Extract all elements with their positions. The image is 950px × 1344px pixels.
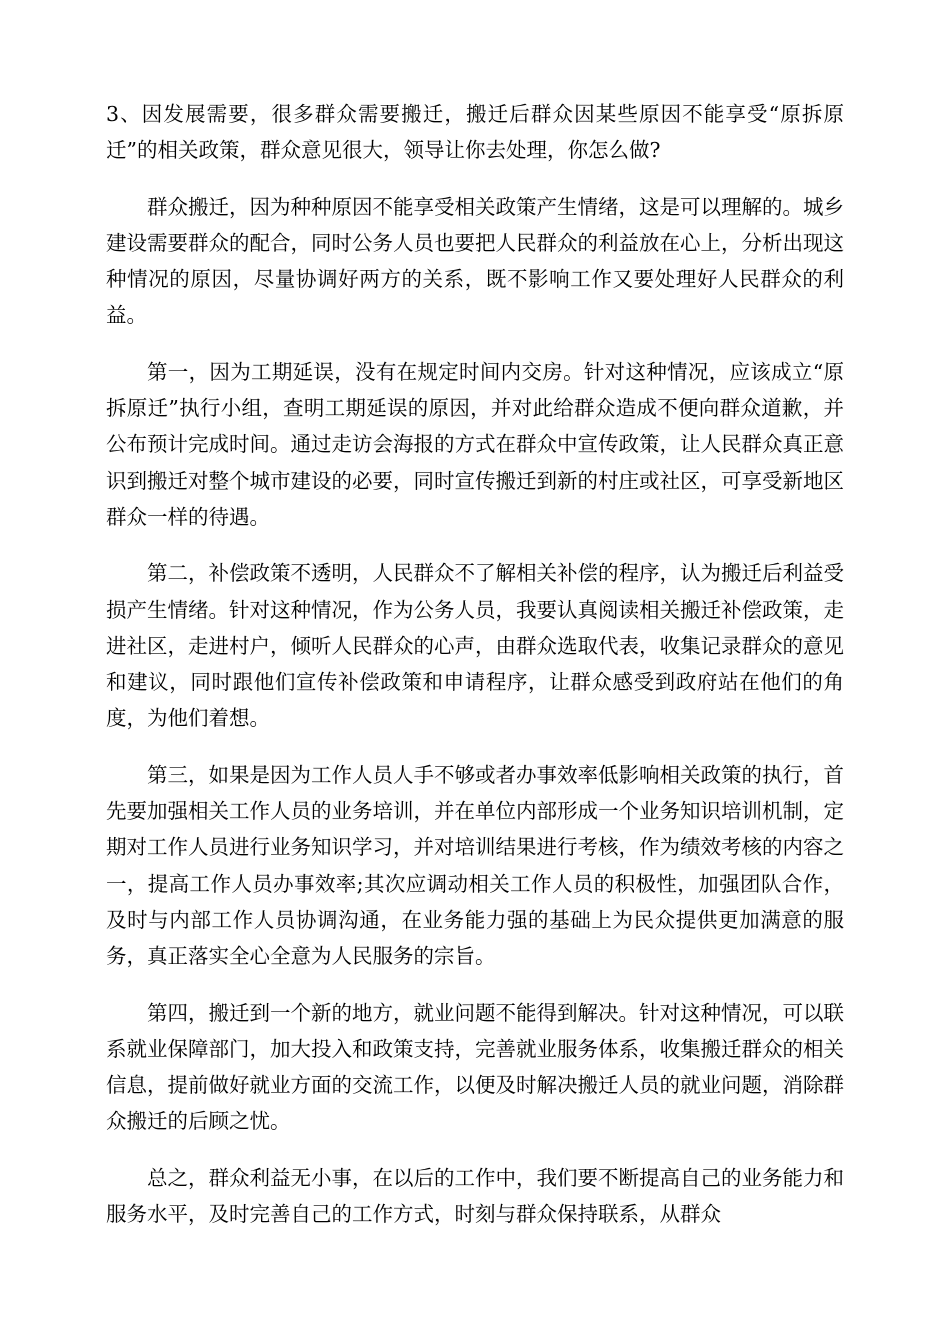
intro-paragraph: 群众搬迁，因为种种原因不能享受相关政策产生情绪，这是可以理解的。城乡建设需要群众的配合，同时公务人员也要把人民群众的利益放在心上，分析出现这种情况的原因，尽量协调好两方的关系，既不影响工作又要处理好人民群众的利益。	[106, 194, 844, 328]
point-two-paragraph: 第二，补偿政策不透明，人民群众不了解相关补偿的程序，认为搬迁后利益受损产生情绪。针对这种情况，作为公务人员，我要认真阅读相关搬迁补偿政策，走进社区，走进村户，倾听人民群众的心声，由群众选取代表，收集记录群众的意见和建议，同时跟他们宣传补偿政策和申请程序，让群众感受到政府站在他们的角度，为他们着想。	[106, 561, 844, 731]
question-paragraph: 3、因发展需要，很多群众需要搬迁，搬迁后群众因某些原因不能享受“原拆原迁”的相关政策，群众意见很大，领导让你去处理，你怎么做?	[106, 102, 844, 163]
document-body	[106, 96, 844, 1252]
conclusion-paragraph: 总之，群众利益无小事，在以后的工作中，我们要不断提高自己的业务能力和服务水平，及时完善自己的工作方式，时刻与群众保持联系，从群众	[106, 1165, 844, 1227]
point-one-paragraph: 第一，因为工期延误，没有在规定时间内交房。针对这种情况，应该成立“原拆原迁”执行小组，查明工期延误的原因，并对此给群众造成不便向群众道歉，并公布预计完成时间。通过走访会海报的方式在群众中宣传政策，让人民群众真正意识到搬迁对整个城市建设的必要，同时宣传搬迁到新的村庄或社区，可享受新地区群众一样的待遇。	[106, 359, 844, 529]
point-four-paragraph: 第四，搬迁到一个新的地方，就业问题不能得到解决。针对这种情况，可以联系就业保障部门，加大投入和政策支持，完善就业服务体系，收集搬迁群众的相关信息，提前做好就业方面的交流工作，以便及时解决搬迁人员的就业问题，消除群众搬迁的后顾之忧。	[106, 1000, 844, 1134]
point-three-paragraph: 第三，如果是因为工作人员人手不够或者办事效率低影响相关政策的执行，首先要加强相关工作人员的业务培训，并在单位内部形成一个业务知识培训机制，定期对工作人员进行业务知识学习，并对培训结果进行考核，作为绩效考核的内容之一，提高工作人员办事效率;其次应调动相关工作人员的积极性，加强团队合作，及时与内部工作人员协调沟通，在业务能力强的基础上为民众提供更加满意的服务，真正落实全心全意为人民服务的宗旨。	[106, 762, 844, 969]
